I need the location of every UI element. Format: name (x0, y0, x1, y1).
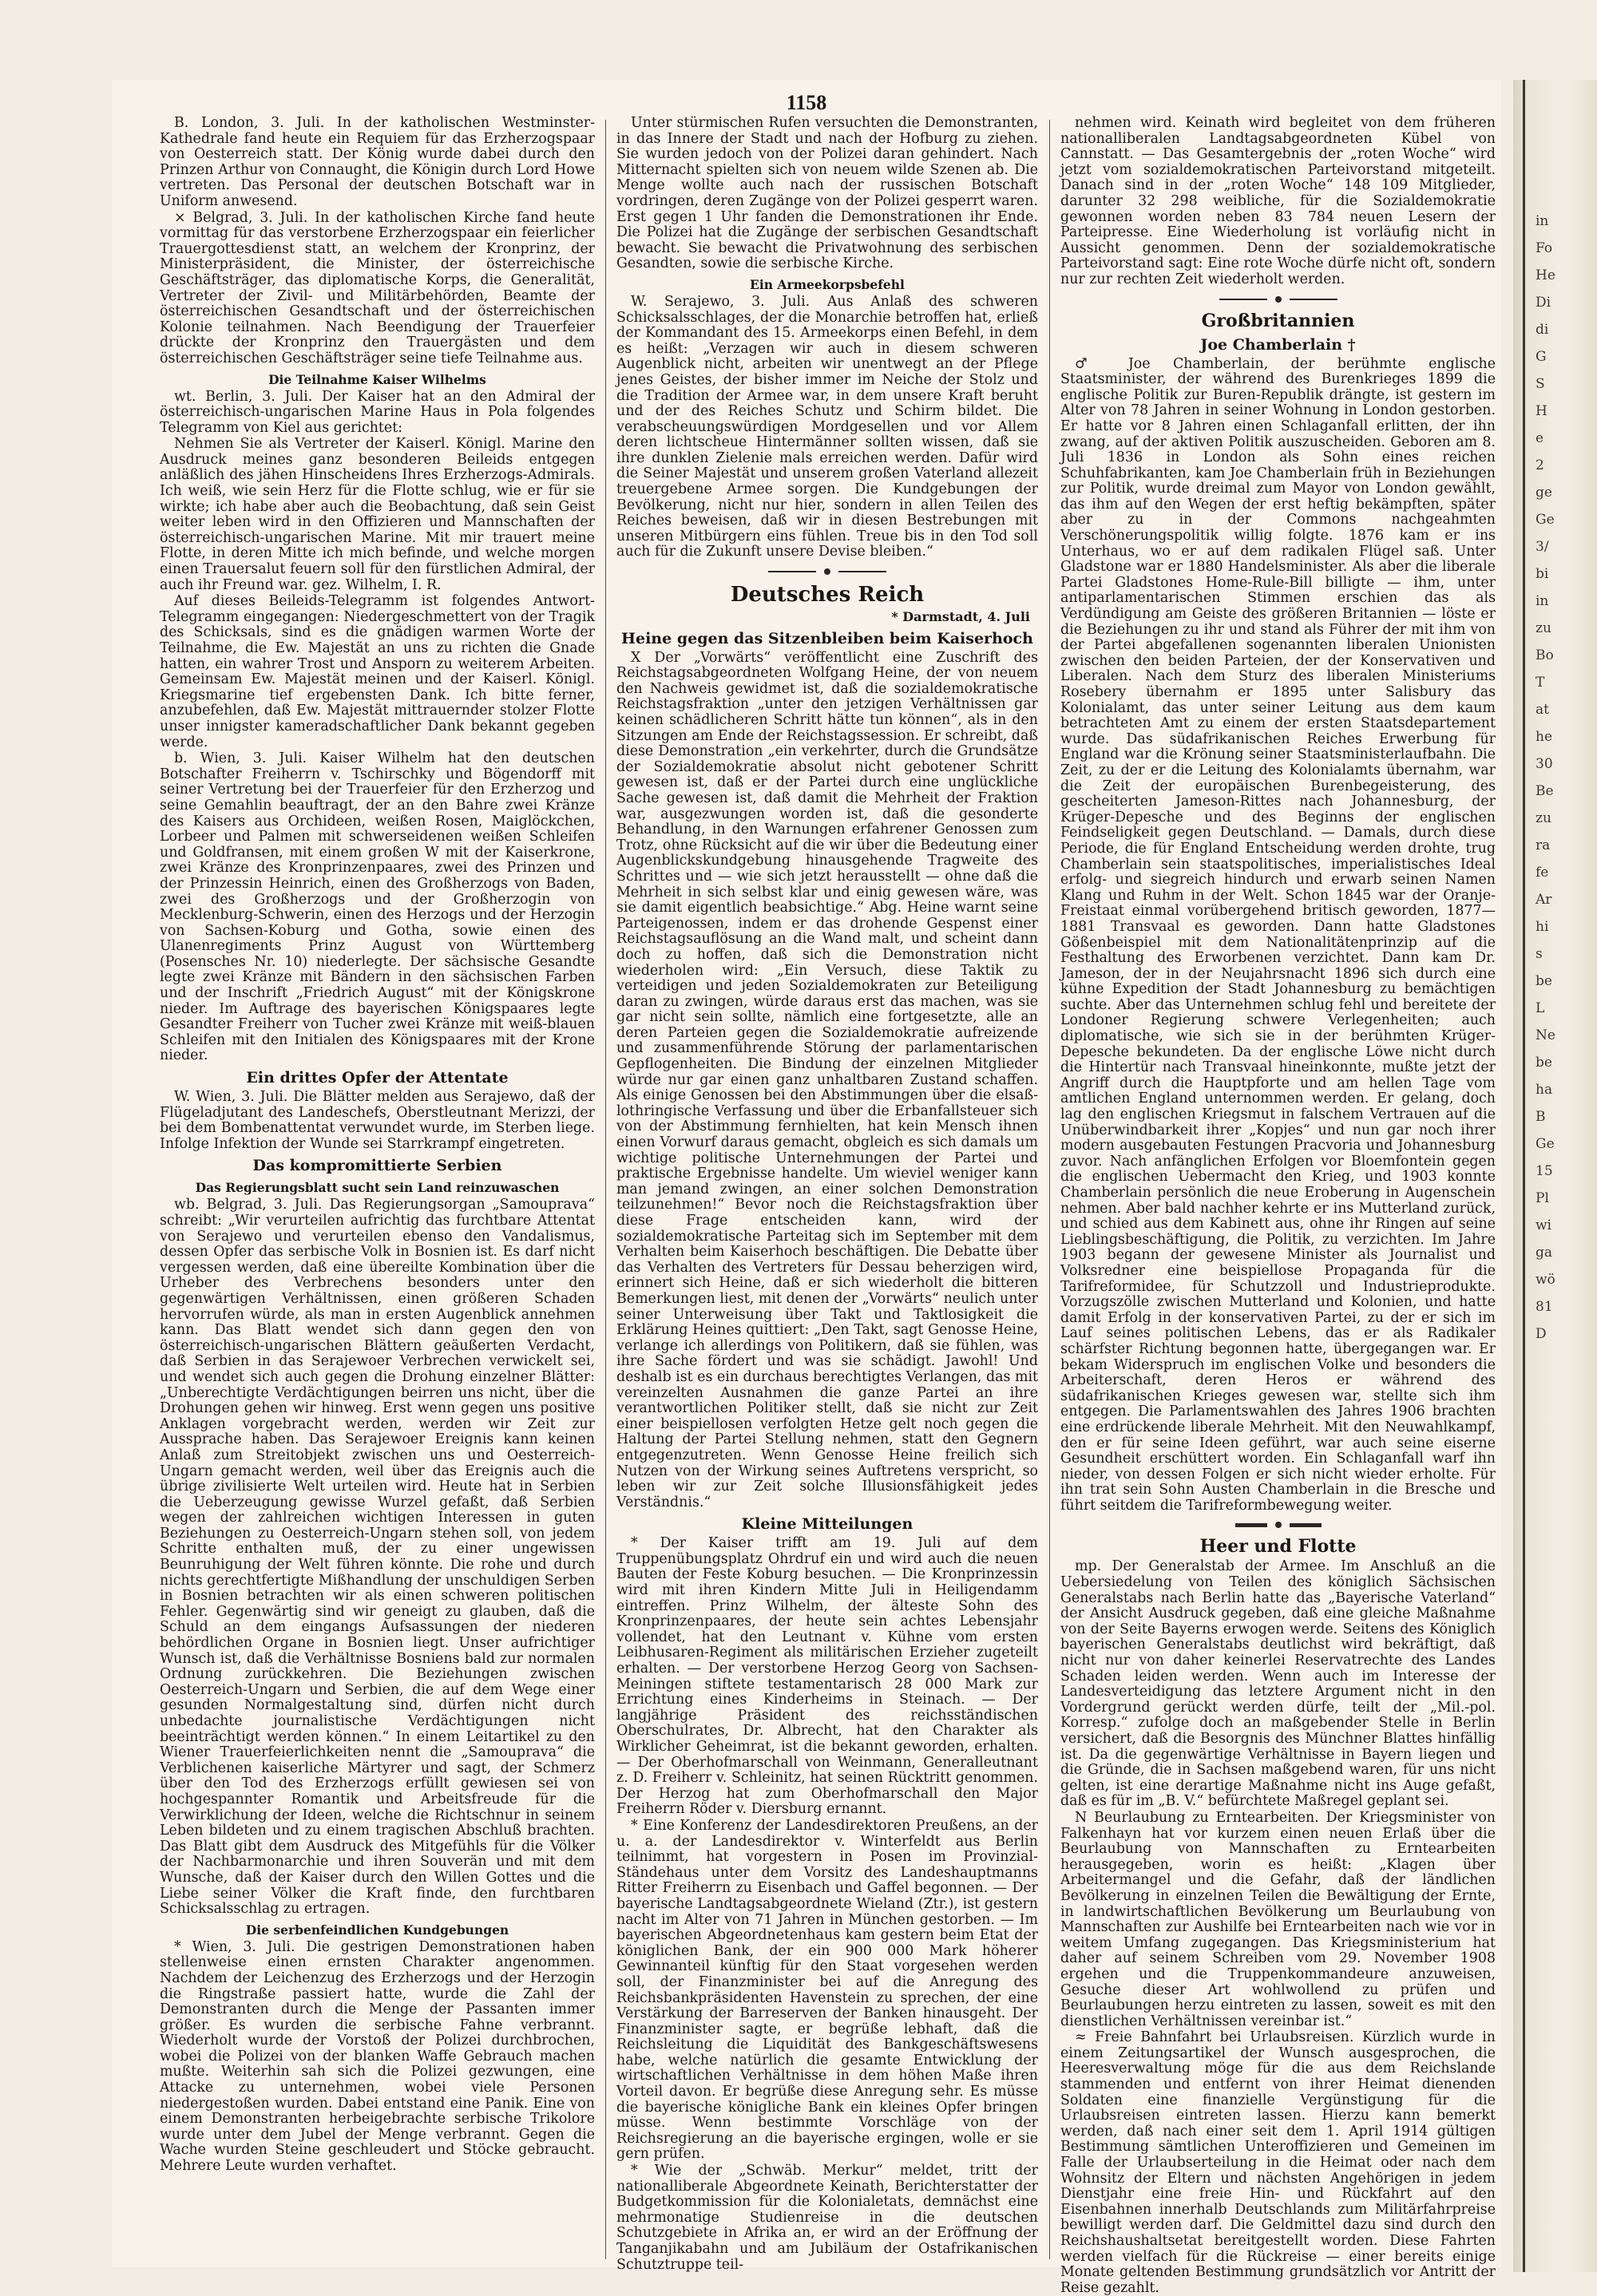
section-heading: Deutsches Reich (730, 583, 925, 608)
fragment-word: wi (1536, 1217, 1551, 1233)
fragment-word: ga (1536, 1245, 1553, 1261)
fragment-word: Ge (1536, 1136, 1555, 1152)
section-heading: Joe Chamberlain † (1200, 335, 1356, 354)
page-number: 1158 (786, 91, 827, 114)
separator-ornament (768, 571, 816, 572)
section-separator (1060, 1522, 1496, 1528)
section-heading: Die serbenfeindlichen Kundgebungen (245, 1922, 509, 1938)
fragment-word: Be (1536, 783, 1554, 799)
section-heading: Ein Armeekorpsbefehl (750, 276, 905, 292)
fragment-word: B (1536, 1109, 1546, 1125)
column-3 (1060, 115, 1496, 2296)
section-separator (1060, 296, 1496, 303)
fragment-word: bi (1536, 566, 1549, 582)
fragment-word: Ar (1536, 892, 1552, 908)
separator-ornament (1290, 1523, 1322, 1527)
fragment-word: ge (1536, 485, 1552, 501)
fragment-word: di (1536, 322, 1549, 338)
article-paragraph: ≈ Freie Bahnfahrt bei Urlaubsreisen. Kürzlich wurde in einem Zeitungsartikel der Wunsch ausgesprochen, die Heeresverwaltung möge für die aus dem Reichslande stammenden und entfernt von ihrer Heimat dienenden Soldaten eine finanzielle Vergünstigung für die Urlaubsreisen eintreten lassen. Hierzu kann bemerkt werden, daß nach einer seit dem 1. April 1914 gültigen Bestimmung sämtlichen Unteroffizieren und Gemeinen im Falle der Urlaubserteilung in die Heimat oder nach dem Wohnsitz der Eltern und nächsten Angehörigen in jedem Dienstjahr eine freie Hin- und Rückfahrt auf den Eisenbahnen innerhalb Deutschlands zum Militärfahrpreise bewilligt werden darf. Die Geldmittel dazu sind durch den Reichshaushaltsetat bereitgestellt worden. Diese Fahrten werden vielfach für die Rückreise — einer bereits einige Monate geltenden Bestimmung grundsätzlich vor Antritt der Reise gezahlt. (1060, 2029, 1496, 2296)
fragment-word: hi (1536, 919, 1549, 935)
separator-ornament (1219, 299, 1267, 300)
separator-ornament (1275, 296, 1282, 303)
dateline: * Darmstadt, 4. Juli (891, 609, 1030, 625)
newspaper-page (112, 80, 1501, 2296)
article-paragraph: W. Wien, 3. Juli. Die Blätter melden aus Serajewo, daß der Flügeladjutant des Landeschefs, Oberstleutnant Merizzi, der bei dem Bombenattentat verwundet wurde, im Sterben liege. Infolge Infektion der Wunde sei Starrkrampf eingetreten. (160, 1089, 595, 1152)
column-rule (1049, 120, 1050, 2259)
section-heading: Heer und Flotte (1199, 1536, 1357, 1558)
article-paragraph: wt. Berlin, 3. Juli. Der Kaiser hat an den Admiral der österreichisch-ungarischen Marine Haus in Pola folgendes Telegramm von Kiel aus gerichtet: (160, 388, 595, 436)
column-1 (160, 116, 595, 2263)
fragment-word: be (1536, 1055, 1552, 1071)
article-paragraph: * Der Kaiser trifft am 19. Juli auf dem Truppenübungsplatz Ohrdruf ein und wird auch die neuen Bauten der Feste Koburg besuchen. — Die Kronprinzessin wird mit ihren Kindern Mitte Juli in Heiligendamm eintreffen. Prinz Wilhelm, der älteste Sohn des Kronprinzenpaares, der heute sein achtes Lebensjahr vollendet, hat den Leutnant v. Kühne vom ersten Leibhusaren-Regiment als militärischen Erzieher zugeteilt erhalten. — Der verstorbene Herzog Georg von Sachsen-Meiningen stiftete testamentarisch 28 000 Mark zur Errichtung eines Kinderheims in Steinach. — Der langjährige Präsident des reichsständischen Oberschulrates, Dr. Albrecht, hat den Charakter als Wirklicher Geheimrat, ist die bekannt geworden, erhalten. — Der Oberhofmarschall von Weinmann, Generalleutnant z. D. Freiherr v. Schleinitz, hat seinen Rücktritt genommen. Der Herzog hat zum Oberhofmarschall den Major Freiherrn Röder v. Diersburg ernannt. (616, 1535, 1038, 1818)
article-paragraph: * Eine Konferenz der Landesdirektoren Preußens, an der u. a. der Landesdirektor v. Winterfeldt aus Berlin teilnimmt, hat vorgestern in Posen im Provinzial-Ständehaus unter dem Vorsitz des Landeshauptmanns Ritter Freiherrn zu Eisenbach und Gaffel begonnen. — Der bayerische Landtagsabgeordnete Wieland (Ztr.), ist gestern nacht im Alter von 71 Jahren in München gestorben. — Im bayerischen Abgeordnetenhaus kam gestern beim Etat der königlichen Bank, der ein 900 000 Mark höherer Gewinnanteil künftig für den Staat vorgesehen werden soll, der Finanzminister bei auf die Anregung des Reichsbankpräsidenten Havenstein zu sprechen, der eine Verstärkung der Barreserven der Banken hinausgeht. Der Finanzminister sagte, er begrüße lebhaft, daß die Reichsleitung die Liquidität des Bankgeschäftswesens habe, welche natürlich die gesamte Entwicklung der wirtschaftlichen Verhältnisse in dem höhen Maße ihren Vorteil davon. Er begrüße diese Anregung sehr. Es müsse die bayerische königliche Bank ein kleines Opfer bringen müsse. Wenn bestimmte Vorschläge von der Reichsregierung an die bayerische ergingen, wolle er sie gern prüfen. (616, 1817, 1038, 2163)
fragment-word: in (1536, 593, 1549, 609)
article-paragraph: b. Wien, 3. Juli. Kaiser Wilhelm hat den deutschen Botschafter Freiherrn v. Tschirschky und Bögendorff mit seiner Vertretung bei der Trauerfeier für den Erzherzog und seine Gemahlin beauftragt, der an den Bahre zwei Kränze des Kaisers aus Orchideen, weißen Rosen, Maiglöckchen, Lorbeer und Palmen mit schwerseidenen weißen Schleifen und Goldfransen, mit einem großen W mit der Kaiserkrone, zwei Kränze des Kronprinzenpaares, zwei des Prinzen und der Prinzessin Heinrich, einen des Großherzogs von Baden, zwei des Großherzogs und der Großherzogin von Mecklenburg-Schwerin, einen des Herzogs und der Herzogin von Sachsen-Koburg und Gotha, sowie einen des Ulanenregiments Prinz August von Württemberg (Posensches Nr. 10) niederlegte. Der sächsische Gesandte legte zwei Kränze mit Bändern in den sächsischen Farben und der Inschrift „Friedrich August“ mit der Königskrone nieder. Im Auftrage des bayerischen Königspaares legte Gesandter Freiherr von Tucher zwei Kränze mit weiß-blauen Schleifen mit den Initialen des Königspaares mit der Krone nieder. (160, 750, 595, 1064)
fragment-word: H (1536, 403, 1547, 419)
article-paragraph: mp. Der Generalstab der Armee. Im Anschluß an die Uebersiedelung von Teilen des königlich Sächsischen Generalstabs nach Berlin hatte das „Bayerische Vaterland“ der Ansicht Ausdruck gegeben, daß eine gleiche Maßnahme von der Seite Bayerns erwogen werde. Seitens des Königlich bayerischen Generalstabs deutlichst wird bekräftigt, daß nicht nur von daher keinerlei Reservatrechte des Landes Schaden leiden werden. Wenn auch im Interesse der Landesverteidigung das letztere Argument nicht in den Vordergrund gerückt werden dürfe, teilt der „Mil.-pol. Korresp.“ zufolge doch an maßgebender Stelle in Berlin versichert, daß die Besorgnis des Münchner Blattes hinfällig ist. Da die gegenwärtige Verhältnisse in Bayern liegen und die Gründe, die in Sachsen maßgebend waren, für uns nicht gelten, ist eine derartige Maßnahme nicht ins Auge gefaßt, daß es für im „B. V.“ befürchtete Maßregel geplant sei. (1060, 1558, 1496, 1810)
fragment-word: 3/ (1536, 539, 1549, 555)
separator-ornament (824, 568, 830, 575)
fragment-word: wö (1536, 1272, 1555, 1288)
fragment-word: in (1536, 213, 1549, 229)
section-heading: Das kompromittierte Serbien (252, 1157, 502, 1175)
separator-ornament (1275, 1522, 1282, 1528)
fragment-word: Fo (1536, 240, 1553, 256)
fragment-word: S (1536, 376, 1545, 392)
fragment-word: Di (1536, 295, 1551, 311)
fragment-word: Pl (1536, 1190, 1549, 1206)
fragment-word: 2 (1536, 457, 1544, 473)
fragment-word: ra (1536, 837, 1551, 853)
section-heading: Die Teilnahme Kaiser Wilhelms (268, 371, 486, 387)
adjacent-page-fragments (1536, 208, 1591, 1348)
fragment-word: Bo (1536, 647, 1554, 663)
fragment-word: at (1536, 702, 1549, 718)
fragment-word: he (1536, 729, 1553, 745)
column-2 (616, 115, 1038, 2273)
fragment-word: G (1536, 349, 1547, 365)
fragment-word: zu (1536, 810, 1551, 826)
section-heading: Ein drittes Opfer der Attentate (246, 1069, 509, 1087)
section-separator (616, 568, 1038, 575)
fragment-word: be (1536, 973, 1552, 989)
article-paragraph: Auf dieses Beileids-Telegramm ist folgendes Antwort-Telegramm eingegangen: Niedergeschmettert von der Tragik des Schicksals, sind es die gnädigen warmen Worte der Teilnahme, die Ew. Majestät an uns zu richten die Gnade hatten, ein wahrer Trost und Ansporn zu weiterem Arbeiten. Gemeinsam Ew. Majestät meinen und der Kaiserl. Königl. Kriegsmarine tief ergebensten Dank. Ich bitte ferner, anzubefehlen, daß Ew. Majestät mittrauernder stolzer Flotte unser innigster kameradschaftlicher Dank bekannt gegeben werde. (160, 593, 595, 750)
section-heading: Kleine Mitteilungen (741, 1515, 913, 1534)
fragment-word: zu (1536, 620, 1551, 636)
fragment-word: Ge (1536, 512, 1555, 528)
separator-ornament (1235, 1523, 1267, 1527)
article-paragraph: N Beurlaubung zu Erntearbeiten. Der Kriegsminister von Falkenhayn hat vor kurzem einen neuen Erlaß über die Beurlaubung von Mannschaften zu Erntearbeiten herausgegeben, worin es heißt: „Klagen über Arbeitermangel und die Gefahr, daß der ländlichen Bevölkerung in einzelnen Teilen die Bewältigung der Ernte, in landwirtschaftlichen Bevölkerung um Beurlaubung von Mannschaften zur Aushilfe bei Erntearbeiten nach wie vor in weitem Umfang zugegangen. Das Kriegsministerium hat daher auf seinem Schreiben vom 29. November 1908 ergehen und die Truppenkommandeure anzuweisen, Gesuche dieser Art wohlwollend zu prüfen und Beurlaubungen herzu eintreten zu lassen, soweit es mit den dienstlichen Verhältnissen vereinbar ist.“ (1060, 1809, 1496, 2029)
article-paragraph: Nehmen Sie als Vertreter der Kaiserl. Königl. Marine den Ausdruck meines ganz besonderen Beileids entgegen anläßlich des jähen Hinscheidens Ihres Erzherzogs-Admirals. Ich weiß, wie sein Herz für die Flotte schlug, wie er für sie wirkte; ich habe aber auch die Beobachtung, daß sein Geist weiter leben wird in den Offizieren und Mannschaften der österreichisch-ungarischen Marine. Mit mir trauert meine Flotte, in deren Mitte ich mich befinde, und welche morgen einen Trauersalut feuern soll für den fürstlichen Admiral, der auch ihr Freund war. gez. Wilhelm, I. R. (160, 436, 595, 593)
fragment-word: 30 (1536, 756, 1553, 772)
fragment-word: 15 (1536, 1163, 1553, 1179)
section-heading: Heine gegen das Sitzenbleiben beim Kaiserhoch (621, 629, 1033, 647)
article-paragraph: × Belgrad, 3. Juli. In der katholischen Kirche fand heute vormittag für das verstorbene Erzherzogspaar ein feierlicher Trauergottesdienst statt, an welchem der Kronprinz, der Ministerpräsident, die Minister, der österreichische Geschäftsträger, das diplomatische Korps, die Generalität, Vertreter der Zivil- und Militärbehörden, Beamte der österreichischen Gesandtschaft und der österreichischen Kolonie teilnahmen. Nach Beendigung der Trauerfeier drückte der Kronprinz den Trauergästen und dem österreichischen Geschäftsträger seine tiefe Teilnahme aus. (160, 209, 595, 366)
article-paragraph: * Wie der „Schwäb. Merkur“ meldet, tritt der nationalliberale Abgeordnete Keinath, Berichterstatter der Budgetkommission für die Kolonialetats, demnächst eine mehrmonatige Studienreise in die deutschen Schutzgebiete in Afrika an, er wird an der Eröffnung der Tanganjikabahn und am Jubiläum der Ostafrikanischen Schutztruppe teil- (616, 2163, 1038, 2273)
fragment-word: Ne (1536, 1027, 1555, 1043)
fragment-word: He (1536, 267, 1555, 283)
article-paragraph: nehmen wird. Keinath wird begleitet von dem früheren nationalliberalen Landtagsabgeordneten Kübel von Cannstatt. — Das Gesamtergebnis der „roten Woche“ wird jetzt vom sozialdemokratischen Parteivorstand mitgeteilt. Danach sind in der „roten Woche“ 148 109 Mitglieder, darunter 32 298 weibliche, für die Sozialdemokratie gewonnen worden neben 83 784 neuen Lesern der Parteipresse. Eine Wiederholung ist vorläufig nicht in Aussicht genommen. Denn der sozialdemokratische Parteivorstand sagt: Eine rote Woche dürfe nicht oft, sondern nur zur rechten Zeit wiederholt werden. (1060, 115, 1496, 287)
fragment-word: fe (1536, 865, 1549, 881)
article-paragraph: ♂ Joe Chamberlain, der berühmte englische Staatsminister, der während des Burenkrieges 1899 die englische Politik zur Buren-Republik drängte, ist gestern im Alter von 78 Jahren in seiner Wohnung in London gestorben. Er hatte vor 8 Jahren einen Schlaganfall erlitten, der ihn zwang, auf der aktiven Politik auszuscheiden. Geboren am 8. Juli 1836 in London als Sohn eines reichen Schuhfabrikanten, kam Joe Chamberlain früh in Beziehungen zur Politik, wurde dreimal zum Mayor von London gewählt, das ihm auf den Wegen der erst heftig bekämpften, später aber zu in der Commons nachgeahmten Verschönerungspolitik willig folgte. 1876 kam er ins Unterhaus, wo er auf dem radikalen Flügel saß. Unter Gladstone war er 1880 Handelsminister. Als aber die liberale Partei Gladstones Home-Rule-Bill billigte — ihm, unter antiparlamentarischen Stimmen erschien das als Verdündigung am Geiste des größeren Britannien — löste er die Beziehungen zu ihr und stand als Führer der mit ihm von der Partei abgefallenen sogenannten liberalen Unionisten zwischen den beiden Parteien, der der Konservativen und Liberalen. Nach dem Sturz des liberalen Ministeriums Rosebery übernahm er 1895 unter Salisbury das Kolonialamt, das unter seiner Leitung aus dem kaum betrachteten Amt zu einem der ersten Staatsdepartement wurde. Das südafrikanischen Reiches Erwerbung für England war die Krönung seiner Staatsministerlaufbahn. Die Zeit, zu der er die Leitung des Kolonialamts übernahm, war die Zeit der europäischen Burenbegeisterung, des gescheiterten Jameson-Rittes nach Johannesburg, der Krüger-Depesche und des Beginns der englischen Feindseligkeit gegen Deutschland. — Damals, durch diese Periode, die für England Entscheidung werden drohte, trug Chamberlain sein staatspolitisches, imperialistisches Ideal erfolg- und siegreich hindurch und erwarb seinen Namen Klang und Ruhm in der Welt. Schon 1845 war der Oranje-Freistaat einmal vorübergehend britisch geworden, 1877—1881 Transvaal es geworden. Dann hatte Gladstones Gößenbeispiel mit dem Nationalitätenprinzip auf die Festhaltung des Erworbenen verzichtet. Dann kam Dr. Jameson, der in der Neujahrsnacht 1896 sich durch eine kühne Expedition der Stadt Johannesburg zu bemächtigen suchte. Aber das Unternehmen schlug fehl und bereitete der Londoner Regierung schwere Verlegenheiten; auch diplomatische, wie sich sie in der berühmten Krüger-Depesche bekundeten. Da der englische Löwe nicht durch die Hintertür nach Transvaal hineinkonnte, mußte jetzt der Angriff durch die Hauptpforte und am hellen Tage vom amtlichen England unternommen werden. Er gelang, doch lag den englischen Kriegsmut in falschem Vertrauen auf die Unüberwindbarkeit ihrer „Kopjes“ und nun gar noch ihrer modern ausgebauten Festungen Pracvoria und Johannesburg zuvor. Nach anfänglichen Erfolgen vor Bloemfontein gegen die englischen Uebermacht den Krieg, und 1903 konnte Chamberlain persönlich die neue Eroberung in Augenschein nehmen. Aber bald nachher kehrte er ins Mutterland zurück, und schied aus dem Kabinett aus, ohne ihr Ringen auf seine Lieblingsbeschäftigung, die Politik, zu verzichten. Im Jahre 1903 begann der gewesene Minister als Journalist und Volksredner eine beispiellose Propaganda für die Tarifreformidee, für Schutzzoll und Industrieprodukte. Vorzugszölle zwischen Mutterland und Kolonien, und hatte damit Erfolg in der konservativen Partei, zu der er sich im Lauf seines politischen Lebens, das er als Radikaler schärfster Richtung begonnen hatte, übergegangen war. Er bekam Widerspruch im englischen Volke und besonders die Arbeiterschaft, deren Heros er während des südafrikanischen Krieges gewesen war, stellte sich ihm entgegen. Die Parlamentswahlen des Jahres 1906 brachten eine erdrückende liberale Mehrheit. Mit den Neuwahlkampf, den er für seine Ideen geführt, war auch seine eiserne Gesundheit erschüttert worden. Ein Schlaganfall warf ihn nieder, von dessen Folgen er sich nicht wieder erholte. Für ihn trat sein Sohn Austen Chamberlain in die Bresche und führt seitdem die Tarifreformbewegung weiter. (1060, 355, 1496, 1514)
fragment-word: T (1536, 675, 1545, 691)
fragment-word: 81 (1536, 1299, 1553, 1315)
separator-ornament (838, 571, 886, 572)
page-edge-line (1523, 80, 1525, 2272)
article-paragraph: W. Serajewo, 3. Juli. Aus Anlaß des schweren Schicksalsschlages, der die Monarchie betroffen hat, erließ der Kommandant des 15. Armeekorps einen Befehl, in dem es heißt: „Verzagen wir auch in diesem schweren Augenblick nicht, arbeiten wir unentwegt an der Pflege jenes Geistes, der bisher immer im Neiche der Stolz und die Tradition der Armee war, in dem unsere Kraft beruht und der des Reiches Schutz und Schirm bildet. Die verabscheuungswürdigen Mordgesellen und vor Allem deren lichtscheue Hintermänner sollten wissen, daß sie ihre dunklen Zielenie mals erreichen werden. Dafür wird die Seiner Majestät und unserem großen Vaterland allezeit treuergebene Armee sorgen. Die Kundgebungen der Bevölkerung, nicht nur hier, sondern in allen Teilen des Reiches beweisen, daß wir in diesen Bestrebungen mit unseren Mitbürgern eins fühlen. Treue bis in den Tod soll auch für die Zukunft unsere Devise bleiben.“ (616, 293, 1038, 560)
fragment-word: D (1536, 1326, 1547, 1342)
fragment-word: e (1536, 430, 1544, 446)
section-heading: Das Regierungsblatt sucht sein Land reinzuwaschen (195, 1180, 560, 1196)
article-paragraph: X Der „Vorwärts“ veröffentlicht eine Zuschrift des Reichstagsabgeordneten Wolfgang Heine, der von neuem den Nachweis gewidmet ist, daß die sozialdemokratische Reichstagsfraktion „unter den jetzigen Verhältnissen gar keinen schädlicheren Schritt hätte tun können“, als in den Sitzungen am Ende der Reichstagssession. Er schreibt, daß diese Demonstration „ein verkehrter, durch die Grundsätze der Sozialdemokratie absolut nicht gebotener Schritt gewesen ist, daß er der Partei durch eine unglückliche Sache gewesen ist, daß damit die Mehrheit der Fraktion war, ausgezwungen worden ist, daß die gesonderte Behandlung, in den Warnungen erfahrener Genossen zum Trotz, ohne Rücksicht auf die wir über die Bedeutung einer Augenblickskundgebung hinausgehende Tragweite des Schrittes und — wie sich jetzt herausstellt — ohne daß die Mehrheit in sich selbst klar und einig gewesen wäre, was sie damit eigentlich beabsichtige.“ Abg. Heine warnt seine Parteigenossen, indem er das drohende Gespenst einer Reichstagsauflösung an die Wand malt, und scheint dann doch zu hoffen, daß sich die Demonstration nicht wiederholen wird: „Ein Versuch, diese Taktik zu verteidigen und jeden Sozialdemokraten zur Beteiligung daran zu zwingen, würde daraus erst das machen, was sie gar nicht sein sollte, nämlich eine fortgesetzte, alle an deren Parteien gegen die Sozialdemokratie aufreizende und zusammenführende Störung der parlamentarischen Gepflogenheiten. Die Bindung der einzelnen Mitglieder würde nur gar einen ganz unhaltbaren Zustand schaffen. Als einige Genossen bei den Abstimmungen über die elsaß-lothringische Verfassung und über die Erbanfallsteuer sich von der Abstimmung fernhielten, hat kein Mensch ihnen einen Vorwurf daraus gemacht, obgleich es sich damals um wichtige politische Unternehmungen der Partei und praktische Ergebnisse handelte. Um wieviel weniger kann man jemand zwingen, an einer solchen Demonstration teilzunehmen!“ Bevor noch die Reichstagsfraktion über diese Frage entscheiden kann, wird der sozialdemokratische Parteitag sich im September mit dem Verhalten beim Kaiserhoch beschäftigen. Die Debatte über das Verhalten des Vertreters für Dessau beherzigen wird, erinnert sich Heine, daß er sich wiederholt die bitteren Bemerkungen liest, mit denen der „Vorwärts“ neulich unter seiner Unterweisung über Takt und Taktlosigkeit die Erklärung Heines quittiert: „Den Takt, sagt Genosse Heine, verlange ich allerdings von Politikern, daß sie fühlen, was ihre Sache fördert und was sie schädigt. Jawohl! Und deshalb ist es ein durchaus berechtigtes Verlangen, das mit vereinzelten Ausnahmen die ganze Partei an ihre verantwortlichen Politiker stellt, daß sie nicht zur Zeit einer beispiellosen verfolgten Hetze gelt noch gegen die Haltung der Partei Stellung nehmen, statt den Gegnern entgegenzutreten. Wenn Genosse Heine freilich sich Nutzen von der Wirkung seines Auftretens verspricht, so leben wir zur Zeit solche Illusionsfähigkeit jedes Verständnis.“ (616, 649, 1038, 1510)
fragment-word: L (1536, 1000, 1545, 1016)
fragment-word: ha (1536, 1082, 1553, 1098)
article-paragraph: * Wien, 3. Juli. Die gestrigen Demonstrationen haben stellenweise einen ernsten Charakter angenommen. Nachdem der Leichenzug des Erzherzogs und der Herzogin die Ringstraße passiert hatte, wurde die Zahl der Demonstranten durch die Menge der Passanten immer größer. Es wurden die serbische Fahne verbrannt. Wiederholt wurde der Vorstoß der Polizei durchbrochen, wobei die Polizei von der blanken Waffe Gebrauch machen mußte. Weiterhin sah sich die Polizei gezwungen, eine Attacke zu unternehmen, wobei viele Personen niedergestoßen wurden. Dabei entstand eine Panik. Eine von einem Demonstranten herbeigebrachte serbische Trikolore wurde unter dem Jubel der Menge verbrannt. Gegen die Wache wurden Steine geschleudert und Stöcke gebraucht. Mehrere Leute wurden verhaftet. (160, 1938, 595, 2175)
section-heading: Großbritannien (1201, 310, 1355, 331)
article-paragraph: Unter stürmischen Rufen versuchten die Demonstranten, in das Innere der Stadt und nach der Hofburg zu ziehen. Sie wurden jedoch von der Polizei daran gehindert. Nach Mitternacht spielten sich von neuem wilde Szenen ab. Die Menge wollte auch nach der russischen Botschaft vordringen, deren Zugänge von der Polizei gesperrt waren. Erst gegen 1 Uhr fanden die Demonstrationen ihr Ende. Die Polizei hat die Zugänge der serbischen Gesandtschaft bewacht. Sie bewacht die Privatwohnung des serbischen Gesandten, sowie die serbische Kirche. (616, 115, 1038, 272)
fragment-word: s (1536, 946, 1543, 962)
article-paragraph: wb. Belgrad, 3. Juli. Das Regierungsorgan „Samouprava“ schreibt: „Wir verurteilen aufrichtig das furchtbare Attentat von Serajewo und verurteilen ebenso den Vandalismus, dessen Opfer das serbische Volk in Bosnien ist. Es darf nicht vergessen werden, daß eine übereilte Kombination über die Urheber des Verbrechens besonders unter den gegenwärtigen Verhältnissen, einen größeren Schaden hervorrufen würde, als man in ersten Augenblick annehmen kann. Das Blatt wendet sich dann gegen den von österreichisch-ungarischen Blättern geäußerten Verdacht, daß Serbien in das Serajewoer Verbrechen verwickelt sei, und wendet sich auch gegen die Drohung einzelner Blätter: „Unberechtigte Verdächtigungen beirren uns nicht, über die Drohungen gehen wir hinweg. Erst wenn gegen uns positive Anklagen vorgebracht werden, werden wir Zeit zur Aussprache haben. Das Serajewoer Ereignis kann keinen Anlaß zum Streitobjekt zwischen uns und Oesterreich-Ungarn gemacht werden, weil über das Ereignis auch die übrige zivilisierte Welt urteilen wird. Heute hat in Serbien die Ueberzeugung gewisse Wurzel gefaßt, daß Serbien wegen der zahlreichen wichtigen Interessen in guten Beziehungen zu Oesterreich-Ungarn stehen soll, von jedem Schritte enthalten muß, der zu einer ungewissen Beunruhigung der Welt führen könnte. Die rohe und durch nichts gerechtfertigte Mißhandlung der unschuldigen Serben in Bosnien betrachten wir als einen schweren politischen Fehler. Gegenwärtig sind wir geneigt zu glauben, daß die Schuld an dem eingangs Aufsassungen der niederen behördlichen Organe in Bosnien liegt. Unser aufrichtiger Wunsch ist, daß die Verhältnisse Bosniens bald zur normalen Ordnung zurückkehren. Die Beziehungen zwischen Oesterreich-Ungarn und Serbien, die auf dem Wege einer gesunden Normalgestaltung sind, dürfen nicht durch unbedachte journalistische Verdächtigungen nicht beeinträchtigt werden können.“ In einem Leitartikel zu den Wiener Trauerfeierlichkeiten nennt die „Samouprava“ die Verblichenen kaiserliche Märtyrer und sagt, der Schmerz über den Tod des Erzherzogs erfüllt gewiesen sei von hochgespannter Romantik und Arbeitsfreude für die Verwirklichung der Ideen, welche die Richtschnur in seinem Leben bildeten und zu einem tragischen Abschluß brachten. Das Blatt gibt dem Ausdruck des Mitgefühls für die Völker der Nachbarmonarchie und ihren Souverän und mit dem Wunsche, daß der Kaiser durch den Willen Gottes und die Liebe seiner Völker die Kraft finde, den furchtbaren Schicksalsschlag zu ertragen. (160, 1197, 595, 1918)
separator-ornament (1290, 299, 1337, 300)
column-rule (605, 120, 606, 2259)
adjacent-page-edge (1513, 80, 1597, 2272)
article-paragraph: B. London, 3. Juli. In der katholischen Westminster-Kathedrale fand heute ein Requiem für das Erzherzogspaar von Oesterreich statt. Der König wurde dabei durch den Prinzen Arthur von Connaught, die Königin durch Lord Howe vertreten. Das Personal der deutschen Botschaft war in Uniform anwesend. (160, 115, 595, 209)
